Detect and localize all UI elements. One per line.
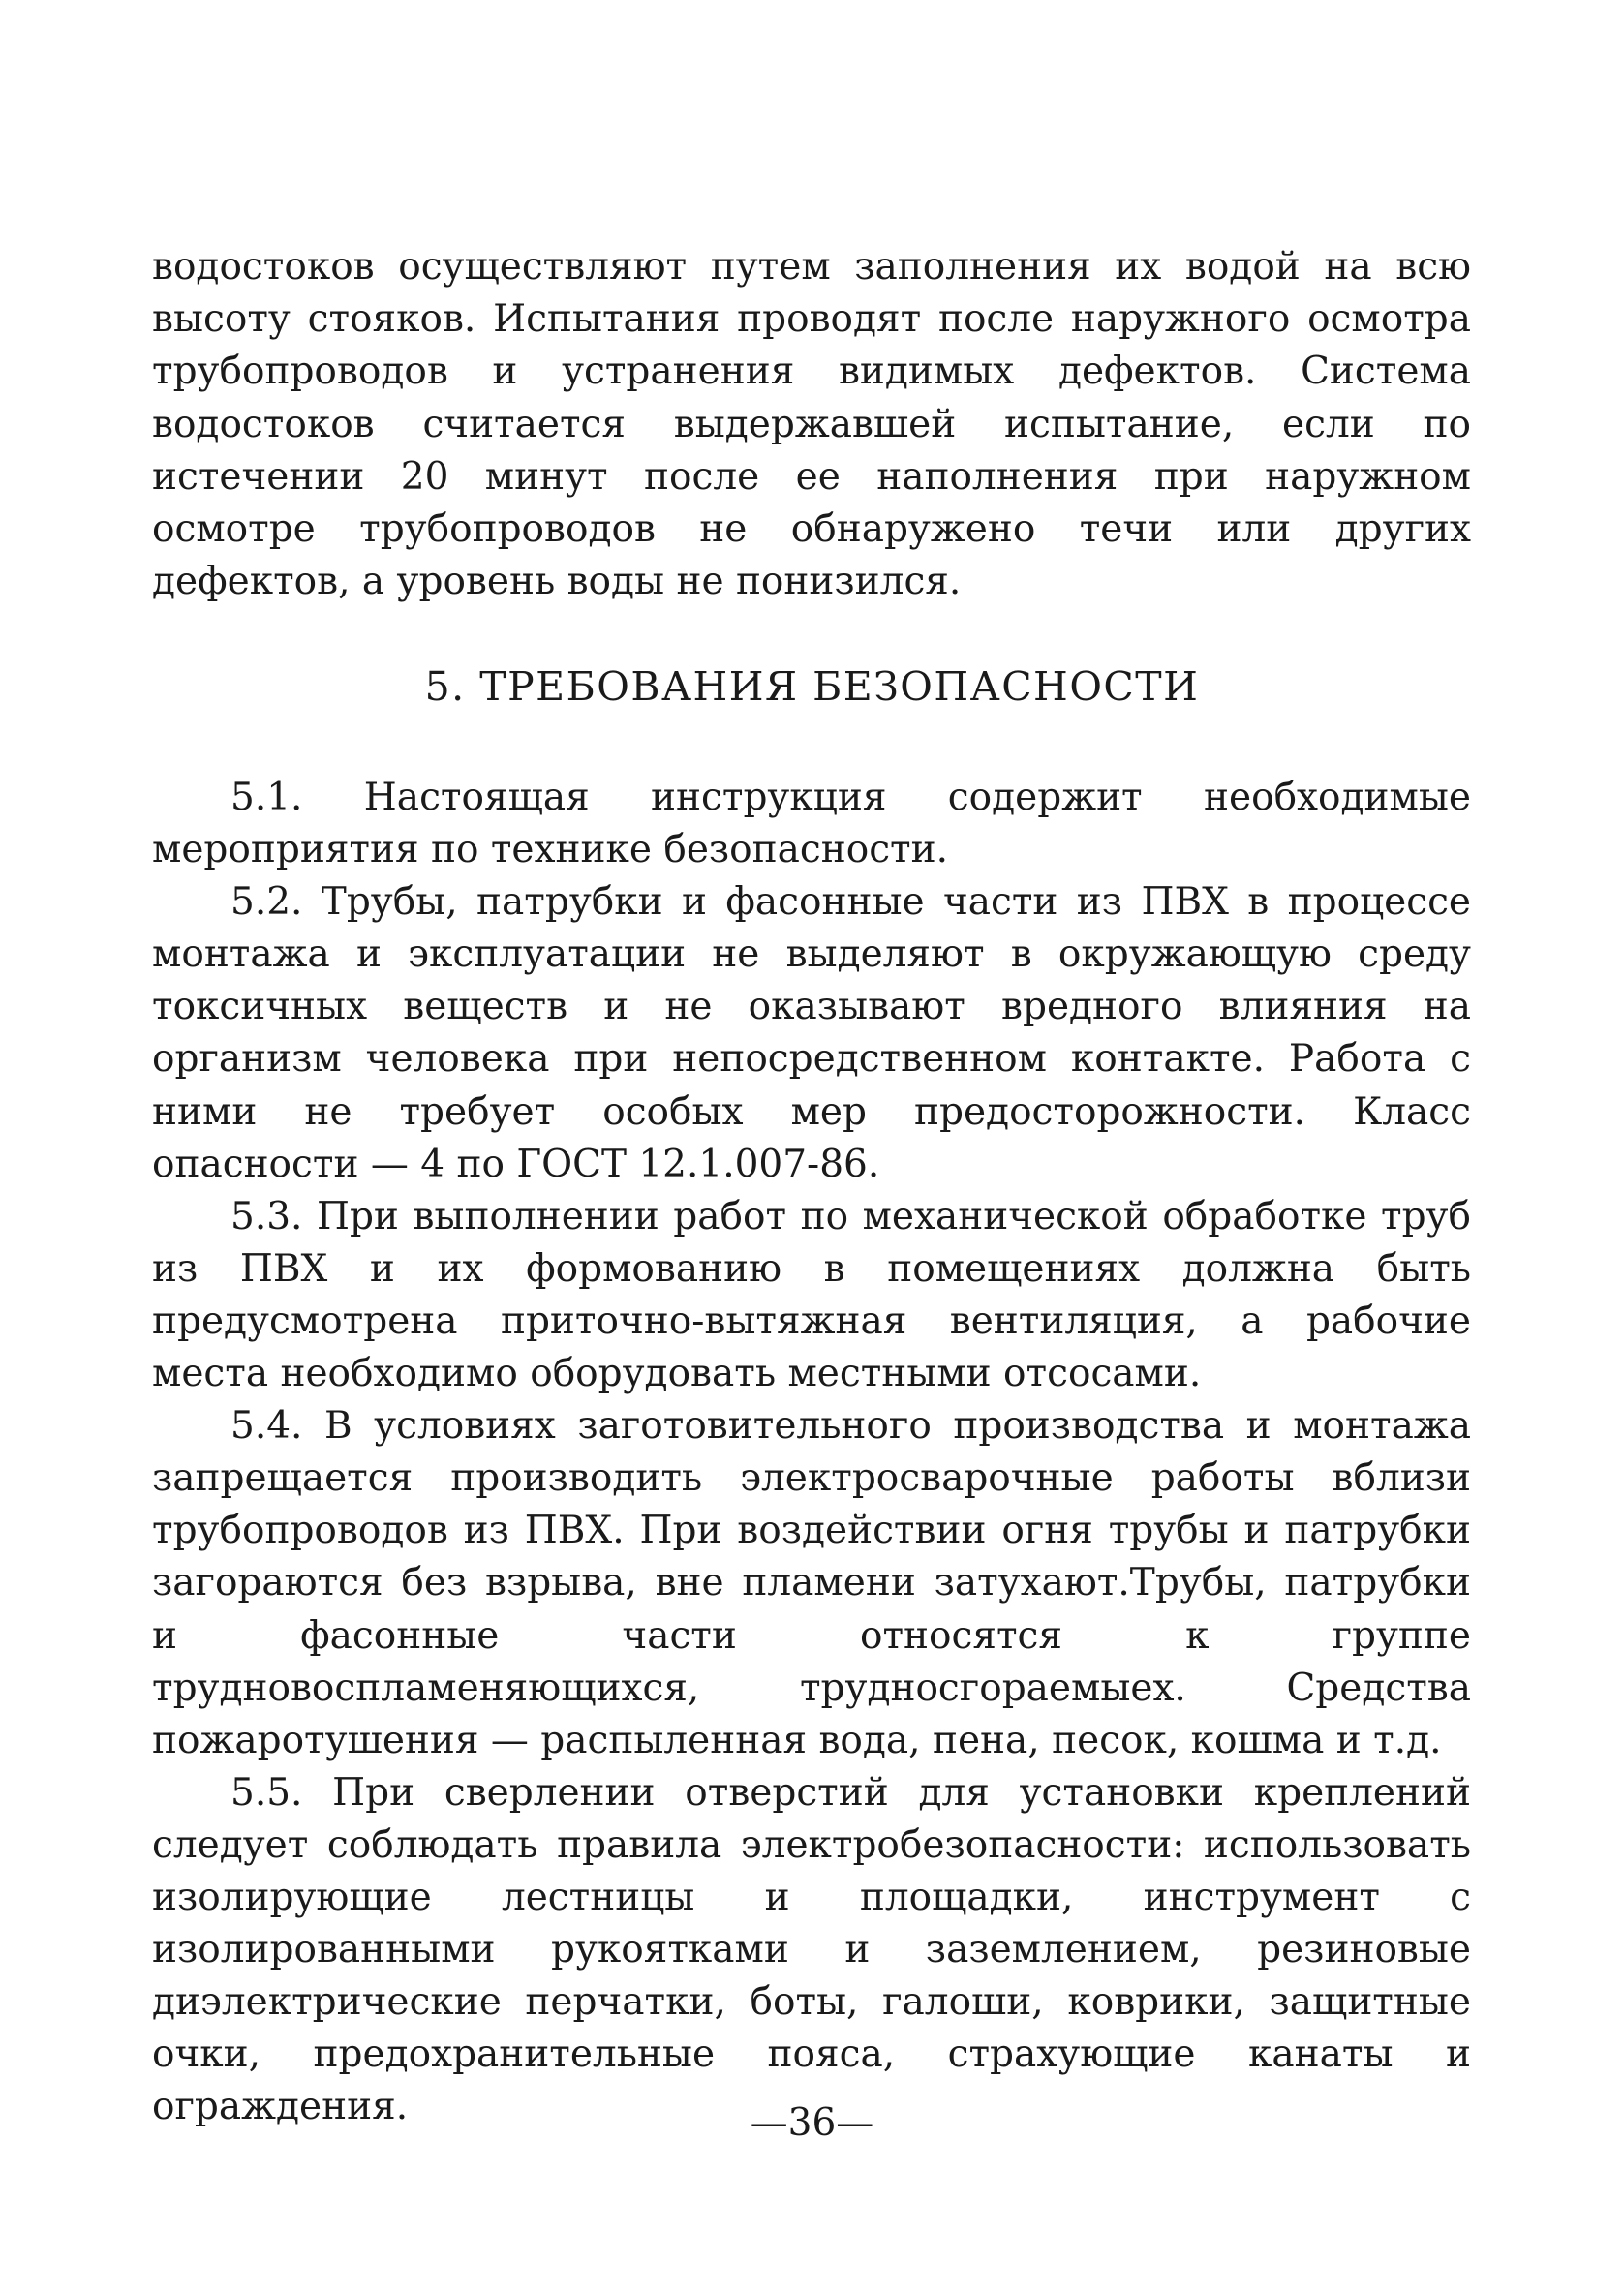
item-5-1: 5.1. Настоящая инструкция содержит необходимые мероприятия по технике безопасности. (152, 776, 1471, 872)
page-number: —36— (750, 2101, 874, 2145)
intro-paragraph: водостоков осуществляют путем заполнения их водой на всю высоту стояков. Испытания проводят после наружного осмотра трубопроводов и устранения видимых дефектов. Система водостоков считается выдержавшей испытание, если по истечении 20 минут после ее наполнения при наружном осмотре трубопроводов не обнаружено течи или других дефектов, а уровень воды не понизился. (152, 245, 1471, 604)
section-items (152, 772, 1471, 2133)
item-5-3: 5.3. При выполнении работ по механической обработке труб из ПВХ и их формованию в помещениях должна быть предусмотрена приточно-вытяжная вентиляция, а рабочие места необходимо оборудовать местными отсосами. (152, 1194, 1471, 1396)
section-heading: 5. ТРЕБОВАНИЯ БЕЗОПАСНОСТИ (424, 663, 1200, 710)
item-5-5: 5.5. При сверлении отверстий для установки креплений следует соблюдать правила электробезопасности: использовать изолирующие лестницы и площадки, инструмент с изолированными рукоятками и заземлением, резиновые диэлектрические перчатки, боты, галоши, коврики, защитные очки, предохранительные пояса, страхующие канаты и ограждения. (152, 1770, 1471, 2129)
item-5-2: 5.2. Трубы, патрубки и фасонные части из ПВХ в процессе монтажа и эксплуатации не выделяют в окружающую среду токсичных веществ и не оказывают вредного влияния на организм человека при непосредственном контакте. Работа с ними не требует особых мер предосторожности. Класс опасности — 4 по ГОСТ 12.1.007-86. (152, 880, 1471, 1186)
item-5-4: 5.4. В условиях заготовительного производства и монтажа запрещается производить электросварочные работы вблизи трубопроводов из ПВХ. При воздействии огня трубы и патрубки загораются без взрыва, вне пламени затухают.Трубы, патрубки и фасонные части относятся к группе трудновоспламеняющихся, трудносгораемыех. Средства пожаротушения — распыленная вода, пена, песок, кошма и т.д. (152, 1404, 1471, 1762)
